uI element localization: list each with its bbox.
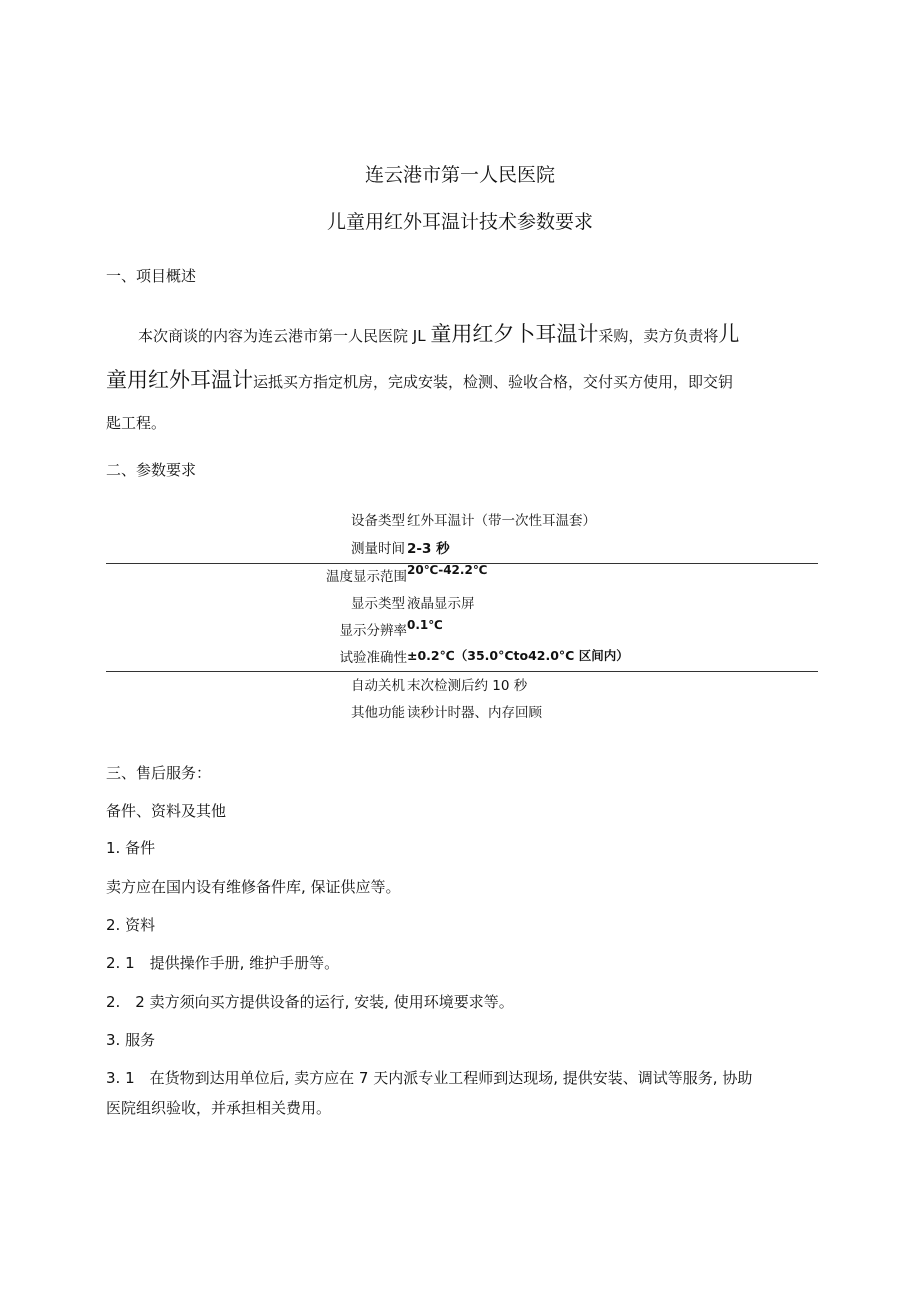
section3-line: 3. 服务 bbox=[106, 1031, 156, 1049]
param-label: 测量时间 bbox=[351, 541, 405, 557]
section3-line: 备件、资料及其他 bbox=[106, 802, 227, 820]
document-title: 儿童用红外耳温计技术参数要求 bbox=[326, 211, 593, 233]
p1-text-c: 采购，卖方负责将 bbox=[598, 327, 719, 345]
param-value: 20℃-42.2℃ bbox=[407, 563, 488, 577]
p1-text-a: 本次商谈的内容为连云港市第一人民医院 JL bbox=[138, 327, 431, 345]
param-value: 红外耳温计（带一次性耳温套） bbox=[407, 513, 596, 529]
param-value: 2-3 秒 bbox=[407, 541, 450, 557]
section3-line: 医院组织验收，并承担相关费用。 bbox=[106, 1099, 332, 1117]
p2-text-a: 童用红外耳温计 bbox=[106, 368, 253, 392]
param-label: 设备类型 bbox=[351, 513, 405, 529]
section3-line: 2. 资料 bbox=[106, 916, 156, 934]
section2-heading: 二、参数要求 bbox=[106, 461, 197, 479]
param-label: 其他功能 bbox=[351, 705, 405, 721]
section3-line: 1. 备件 bbox=[106, 839, 156, 857]
p1-text-d: 儿 bbox=[718, 322, 740, 346]
org-title: 连云港市第一人民医院 bbox=[364, 164, 555, 186]
param-value: 0.1℃ bbox=[407, 618, 443, 632]
param-value: 液晶显示屏 bbox=[407, 596, 475, 612]
param-value: 末次检测后约 10 秒 bbox=[407, 678, 528, 694]
p2-text-b: 运抵买方指定机房，完成安装，检测、验收合格，交付买方使用，即交钥 bbox=[253, 373, 734, 391]
param-label: 显示分辨率 bbox=[339, 623, 407, 639]
param-label: 试验准确性 bbox=[339, 650, 407, 666]
section1-heading: 一、项目概述 bbox=[106, 267, 197, 285]
param-value: ±0.2℃（35.0°Cto42.0°C 区间内） bbox=[407, 648, 629, 663]
section3-line: 卖方应在国内设有维修备件库, 保证供应等。 bbox=[106, 878, 401, 896]
p1-text-b: 童用红夕卜耳温计 bbox=[430, 322, 599, 346]
section1-paragraph-line2 bbox=[106, 364, 733, 394]
table-rule-bottom bbox=[106, 671, 818, 672]
section3-line: 2. 2 卖方须向买方提供设备的运行, 安装, 使用环境要求等。 bbox=[106, 993, 514, 1011]
section3-line: 2. 1 提供操作手册, 维护手册等。 bbox=[106, 954, 340, 972]
section1-paragraph-line3: 匙工程。 bbox=[106, 414, 167, 432]
param-label: 温度显示范围 bbox=[326, 569, 407, 585]
param-label: 显示类型 bbox=[351, 596, 405, 612]
section3-line: 3. 1 在货物到达用单位后, 卖方应在 7 天内派专业工程师到达现场, 提供安装、调试等服务, 协助 bbox=[106, 1069, 753, 1087]
section3-heading: 三、售后服务： bbox=[106, 764, 212, 782]
section1-paragraph-line1 bbox=[138, 318, 739, 348]
param-value: 读秒计时器、内存回顾 bbox=[407, 705, 542, 721]
param-label: 自动关机 bbox=[351, 678, 405, 694]
